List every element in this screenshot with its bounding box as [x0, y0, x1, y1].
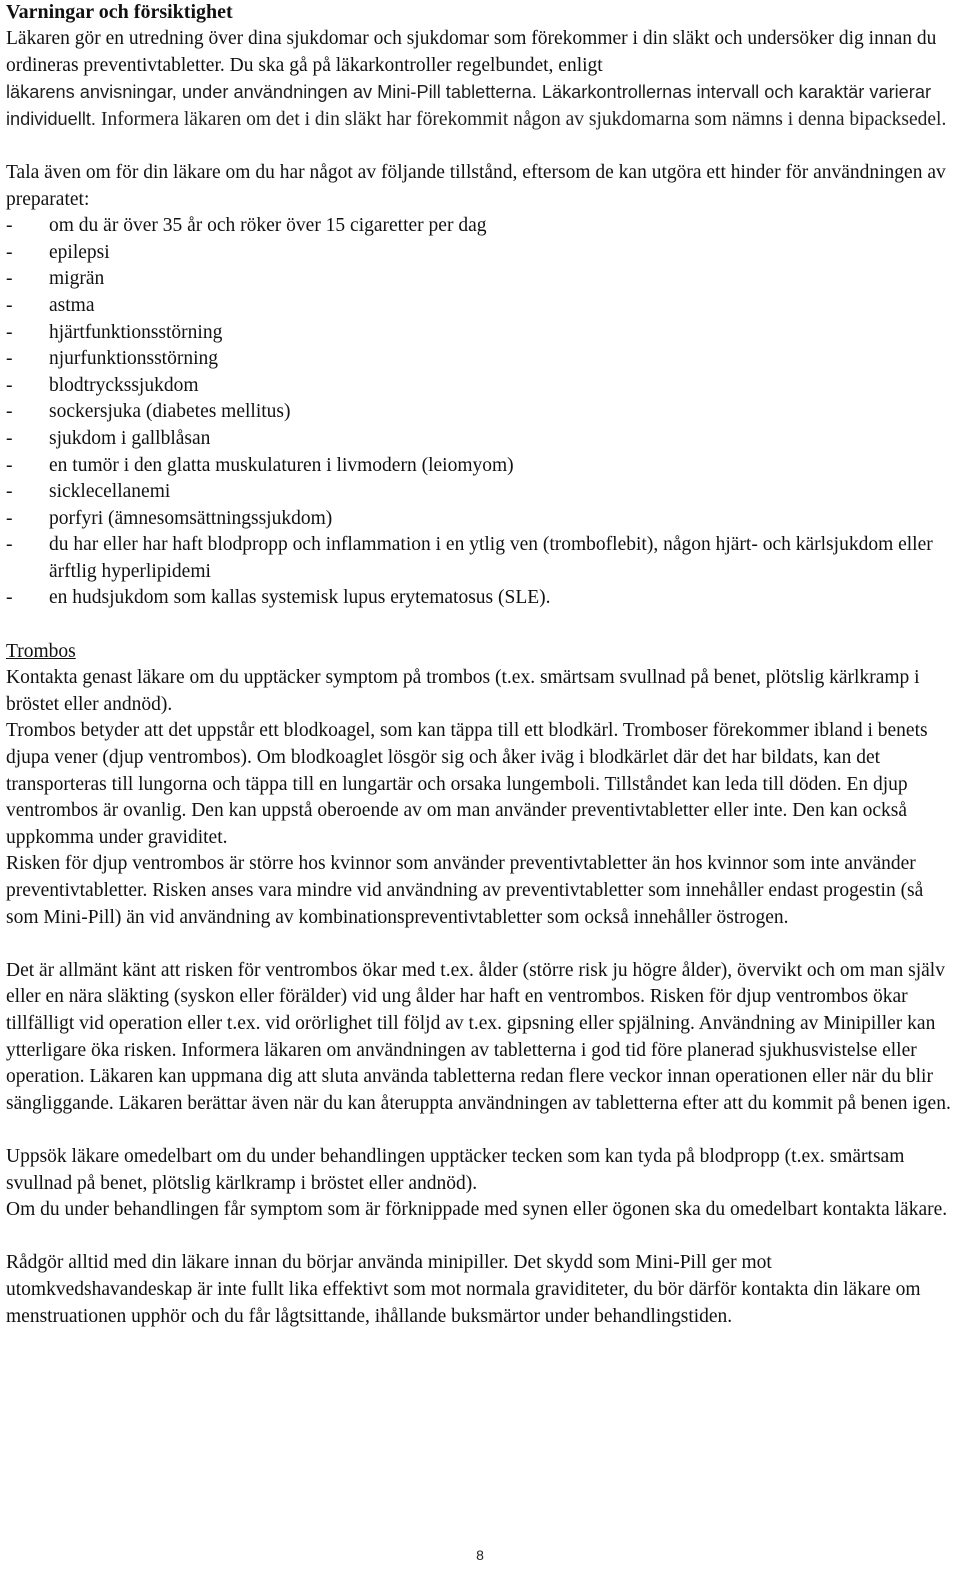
- spacer: [6, 133, 956, 160]
- document-page: [6, 0, 956, 1330]
- conditions-intro-paragraph: Tala även om för din läkare om du har något av följande tillstånd, eftersom de kan utgöra ett hinder för användningen av preparatet:: [6, 161, 946, 210]
- subheading-thrombosis: Trombos: [6, 640, 76, 662]
- page-number: 8: [476, 1547, 484, 1563]
- list-item: - sockersjuka (diabetes mellitus): [6, 401, 291, 423]
- warnings-inform-text: Informera läkaren om det i din släkt har förekommit någon av sjukdomarna som nämns i denna bipacksedel.: [101, 108, 947, 130]
- spacer: [6, 1224, 956, 1251]
- list-item: - sjukdom i gallblåsan: [6, 427, 211, 449]
- list-item: - porfyri (ämnesomsättningssjukdom): [6, 507, 333, 529]
- spacer: [6, 931, 956, 958]
- list-item: - astma: [6, 294, 95, 316]
- list-item: - njurfunktionsstörning: [6, 348, 218, 370]
- advice-paragraph: Rådgör alltid med din läkare innan du börjar använda minipiller. Det skydd som Mini-Pill ger mot utomkvedshavandeskap är inte fullt lika effektivt som mot normala graviditeter, du bör därför kontakta din läkare om menstruationen upphör och du får lågtsittande, ihållande buksmärtor under behandlingstiden.: [6, 1252, 921, 1327]
- warnings-intro-sans-text: läkarens anvisningar, under användningen av Mini-Pill tabletterna. Läkarkontrollernas intervall och karaktär varierar individuellt.: [6, 82, 932, 129]
- conditions-list: [6, 213, 956, 612]
- thrombosis-paragraph-3: Risken för djup ventrombos är större hos kvinnor som använder preventivtabletter än hos kvinnor som inte använder preventivtabletter. Risken anses vara mindre vid användning av preventivtabletter som innehåller endast progestin (så som Mini-Pill) än vid användning av kombinationspreventivtabletter som också innehåller östrogen.: [6, 853, 924, 928]
- section-heading-warnings: Varningar och försiktighet: [6, 1, 233, 23]
- list-item: - migrän: [6, 268, 105, 290]
- list-item: - en tumör i den glatta muskulaturen i livmodern (leiomyom): [6, 454, 514, 476]
- thrombosis-paragraph-1: Kontakta genast läkare om du upptäcker symptom på trombos (t.ex. smärtsam svullnad på benet, plötslig kärlkramp i bröstet eller andnöd).: [6, 667, 920, 715]
- seek-doctor-paragraph-1: Uppsök läkare omedelbart om du under behandlingen upptäcker tecken som kan tyda på blodpropp (t.ex. smärtsam svullnad på benet, plötslig kärlkramp i bröstet eller andnöd).: [6, 1145, 905, 1194]
- list-item: - hjärtfunktionsstörning: [6, 321, 223, 343]
- risk-paragraph: Det är allmänt känt att risken för ventrombos ökar med t.ex. ålder (större risk ju högre ålder), övervikt och om man själv eller en nära släkting (syskon eller förälder) vid ung ålder har haft en ventrombos. Risken för djup ventrombos ökar tillfälligt vid operation eller t.ex. vid orörlighet till följd av t.ex. gipsning eller spjälning. Användning av Minipiller kan ytterligare öka risken. Informera läkaren om användningen av tabletterna i god tid före planerad sjukhusvistelse eller operation. Läkaren kan uppmana dig att sluta använda tabletterna redan flere veckor innan operationen eller när du blir sängliggande. Läkaren berättar även när du kan återuppta användningen av tabletterna efter att du kommit på benen igen.: [6, 959, 951, 1114]
- thrombosis-paragraph-2: Trombos betyder att det uppstår ett blodkoagel, som kan täppa till ett blodkärl. Tromboser förekommer ibland i benets djupa vener (djup ventrombos). Om blodkoaglet lösgör sig och åker iväg i blodkärlet där det har bildats, kan det transporteras till lungorna och täppa till en lungartär och orsaka lungemboli. Tillståndet kan leda till döden. En djup ventrombos är ovanlig. Den kan uppstå oberoende av om man använder preventivtabletter eller inte. Den kan också uppkomma under graviditet.: [6, 720, 928, 848]
- list-item: - sicklecellanemi: [6, 481, 171, 503]
- warnings-intro-text: Läkaren gör en utredning över dina sjukdomar och sjukdomar som förekommer i din släkt och undersöker dig innan du ordineras preventivtabletter.: [6, 28, 937, 76]
- warnings-intro-paragraph: [6, 26, 956, 79]
- list-item: - du har eller har haft blodpropp och inflammation i en ytlig ven (tromboflebit), någon hjärt- och kärlsjukdom eller ärftlig hyperlipidemi: [6, 534, 933, 582]
- spacer: [6, 612, 956, 639]
- list-item: - en hudsjukdom som kallas systemisk lupus erytematosus (SLE).: [6, 587, 551, 609]
- list-item: - epilepsi: [6, 241, 110, 263]
- warnings-intro-sans-paragraph: [6, 79, 956, 133]
- spacer: [6, 1117, 956, 1144]
- list-item: - om du är över 35 år och röker över 15 cigaretter per dag: [6, 215, 487, 237]
- list-item: - blodtryckssjukdom: [6, 374, 199, 396]
- seek-doctor-paragraph-2: Om du under behandlingen får symptom som är förknippade med synen eller ögonen ska du omedelbart kontakta läkare.: [6, 1199, 948, 1221]
- warnings-intro-mixed-text: Du ska gå på läkarkontroller regelbundet, enligt: [229, 54, 603, 76]
